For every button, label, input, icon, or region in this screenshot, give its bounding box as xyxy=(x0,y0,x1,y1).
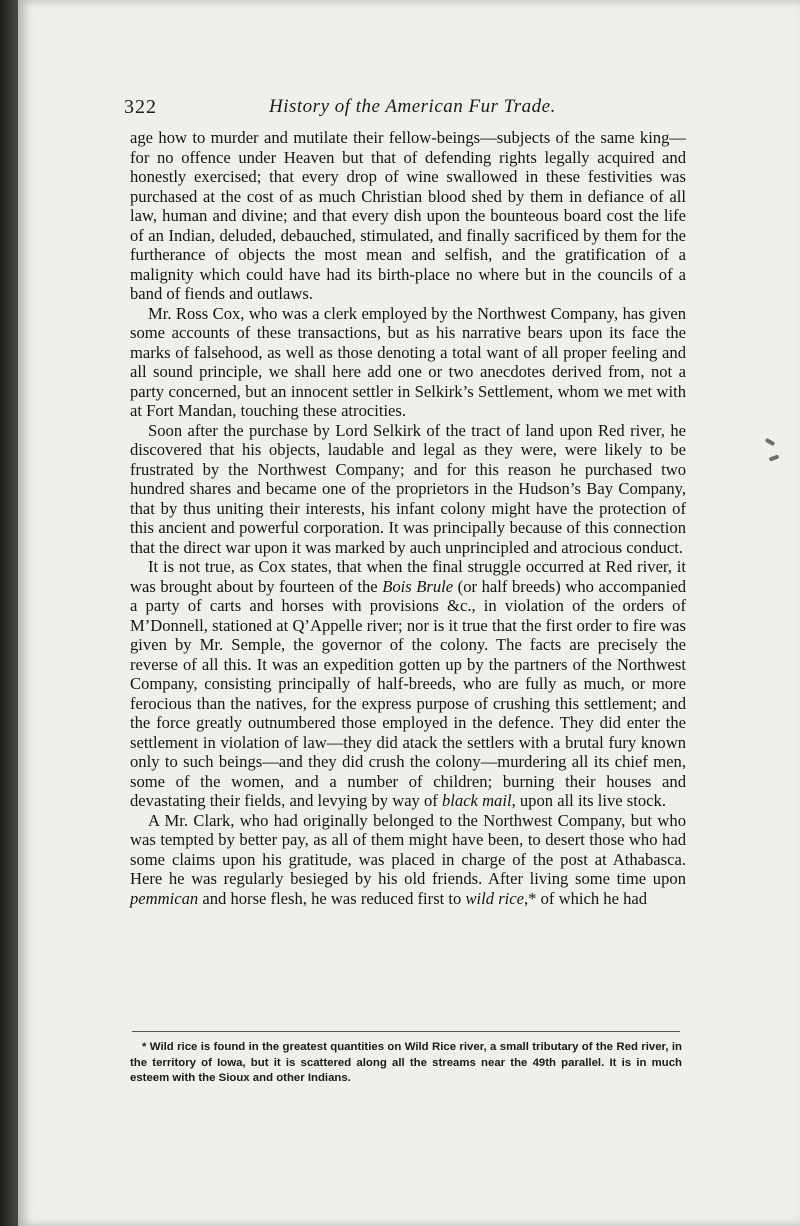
text-run: age how to murder and mutilate their fellow-beings—subjects of the same king—for no offence under Heaven but that of defending rights legally acquired and honestly exercised; that every drop of wine swallowed in these festivities was purchased at the cost of as much Christian blood shed by them in defiance of all law, human and divine; and that every dish upon the bounteous board cost the life of an Indian, deluded, debauched, stimulated, and finally sacrificed by them for the furtherance of objects the most mean and selfish, and the gratification of a malignity which could have had its birth-place no where but in the councils of a band of fiends and outlaws. xyxy=(130,128,686,303)
page-header xyxy=(124,96,684,124)
scan-edge-shadow xyxy=(0,0,18,1226)
text-run: Soon after the purchase by Lord Selkirk of the tract of land upon Red river, he discovered that his objects, laudable and legal as they were, were likely to be frustrated by the Northwest Company; and for this reason he purchased two hundred shares and became one of the proprietors in the Hudson’s Bay Company, that by thus uniting their interests, his infant colony might have the protection of this ancient and powerful corporation. It was principally because of this connection that the direct war upon it was marked by auch unprincipled and atrocious conduct. xyxy=(130,420,686,557)
paragraph xyxy=(130,128,686,304)
text-run: It is not true, as Cox states, that when the final struggle occurred at Red river, it was brought about by fourteen of the xyxy=(130,557,686,596)
text-run: (or half breeds) who accompanied a party of carts and horses with provisions &c., in violation of the orders of M’Donnell, stationed at Q’Appelle river; nor is it true that the first order to fire was given by Mr. Semple, the governor of the colony. The facts are precisely the reverse of all this. It was an expedition gotten up by the partners of the Northwest Company, consisting principally of half-breeds, who are fully as much, or more ferocious than the natives, for the express purpose of crushing this settlement; and the force greatly outnumbered those employed in the defence. They did enter the settlement in violation of law—they did atack the settlers with a brutal fury known only to such beings—and they did crush the colony—murdering all its chief men, some of the women, and a number of children; burning their houses and devastating their fields, and levying by way of xyxy=(130,576,687,810)
text-run: Mr. Ross Cox, who was a clerk employed by the Northwest Company, has given some accounts of these transactions, but as his narrative bears upon its face the marks of falsehood, as well as those denoting a total want of all proper feeling and all sound principle, we shall here add one or two anecdotes derived from, not a party concerned, but an innocent settler in Selkirk’s Settlement, whom we met with at Fort Mandan, touching these atrocities. xyxy=(130,303,686,420)
body-text xyxy=(130,128,686,908)
text-run: , upon all its live stock. xyxy=(511,791,666,810)
italic-text: Bois Brule xyxy=(382,576,454,596)
paragraph xyxy=(130,811,686,909)
margin-mark xyxy=(765,438,776,446)
paragraph xyxy=(130,304,686,421)
footnote: * Wild rice is found in the greatest quantities on Wild Rice river, a small tributary of the Red river, in the territory of Iowa, but it is scattered along all the streams near the 49th parallel. It is in much esteem with the Sioux and other Indians. xyxy=(130,1041,682,1084)
running-title: History of the American Fur Trade. xyxy=(269,96,556,117)
footnote-rule xyxy=(132,1031,680,1032)
paragraph xyxy=(130,421,686,558)
italic-text: wild rice xyxy=(465,888,525,908)
text-run: and horse flesh, he was reduced first to xyxy=(198,888,466,908)
text-run: ,* of which he had xyxy=(524,888,648,908)
italic-text: black mail xyxy=(441,791,512,810)
paragraph xyxy=(130,557,686,811)
margin-mark xyxy=(769,454,780,461)
text-run: A Mr. Clark, who had originally belonged to the Northwest Company, but who was tempted by better pay, as all of them might have been, to desert those who had some claims upon his gratitude, was placed in charge of the post at Athabasca. Here he was regularly besieged by his old friends. After living some time upon xyxy=(130,810,686,888)
italic-text: pemmican xyxy=(130,888,199,908)
page-number: 322 xyxy=(124,96,157,118)
margin-marks xyxy=(765,440,779,480)
